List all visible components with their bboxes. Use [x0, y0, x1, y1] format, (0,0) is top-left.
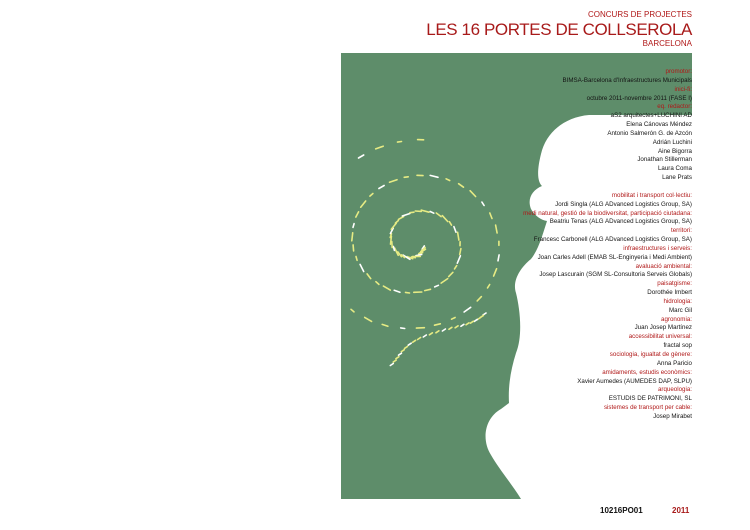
project-year: 2011 [672, 506, 690, 515]
credit-name: Dorothée Imbert [647, 289, 692, 297]
credit-role-label: sistemes de transport per cable: [603, 404, 692, 412]
credit-name: Anna Paricio [656, 359, 692, 367]
spiral-dash [352, 233, 353, 241]
credit-role-label: medi natural, gestió de la biodiversitat, participació ciutadana: [523, 209, 692, 217]
credit-name: octubre 2011-novembre 2011 (FASE I) [586, 94, 692, 102]
credit-name: Elena Cánovas Méndez [626, 121, 692, 129]
credit-name: Juan Josep Martínez [634, 324, 692, 332]
credit-name: Jordi Singla (ALG ADvanced Logistics Group, SA) [555, 200, 692, 208]
spiral-dash [353, 245, 354, 251]
credit-name: Lane Prats [662, 174, 692, 182]
credit-name: Laura Coma [657, 165, 692, 173]
credit-name: Aine Bigorra [657, 147, 692, 155]
credits-list [362, 68, 692, 422]
credit-name: aS2 arquitectes+LUCHINI AD [610, 112, 692, 120]
spiral-dash [353, 224, 354, 228]
credit-role-label: agronomia: [661, 315, 692, 323]
credit-role-label: arqueologia: [657, 386, 692, 394]
header [426, 10, 692, 49]
credit-role-label: promotor: [665, 68, 692, 75]
credit-role-label: hidrologia: [663, 297, 692, 305]
credit-name: Josep Lascurain (SGM SL-Consultoria Serveis Globals) [539, 271, 692, 279]
credit-name: Beatriu Tenas (ALG ADvanced Logistics Group, SA) [549, 218, 692, 226]
credit-name: Joan Carles Adell (EMAB SL-Enginyeria i Medi Ambient) [537, 253, 692, 261]
credit-name: ESTUDIS DE PATRIMONI, SL [608, 395, 692, 403]
credit-name: BIMSA-Barcelona d'Infraestructures Municipals [562, 76, 692, 84]
credit-name: Francesc Carbonell (ALG ADvanced Logistics Group, SA) [533, 236, 692, 244]
city-label: BARCELONA [642, 39, 692, 48]
credit-name: fractal sop [663, 342, 692, 350]
credit-name: Adrián Luchini [652, 138, 692, 146]
credit-role-label: accessibilitat universal: [628, 333, 692, 341]
credit-name: Antonio Salmerón G. de Azcón [607, 129, 692, 137]
credit-role-label: paisatgisme: [657, 280, 692, 288]
credit-role-label: infraestructures i serveis: [623, 244, 692, 252]
spiral-dash [356, 257, 357, 261]
credit-role-label: sociologia, igualtat de gènere: [609, 351, 692, 358]
project-code: 10216PO01 [600, 506, 643, 515]
credit-role-label: avaluació ambiental: [635, 262, 692, 270]
page-title: LES 16 PORTES DE COLLSEROLA [426, 20, 692, 39]
credit-role-label: eq. redactor: [657, 103, 692, 111]
credit-name: Josep Mirabet [653, 412, 692, 420]
credit-role-label: inici-fi: [674, 85, 692, 93]
credit-role-label: territori: [671, 227, 692, 235]
credit-name: Marc Gil [668, 306, 692, 314]
credit-name: Xavier Aumedes (AUMEDES DAP, SLPU) [577, 377, 692, 385]
credit-spacer [362, 183, 692, 192]
contest-label: CONCURS DE PROJECTES [587, 10, 692, 19]
credit-role-label: mobilitat i transport col·lectiu: [611, 191, 692, 199]
credit-name: Jonathan Stillerman [637, 156, 692, 164]
credit-role-label: amidaments, estudis econòmics: [602, 368, 692, 376]
